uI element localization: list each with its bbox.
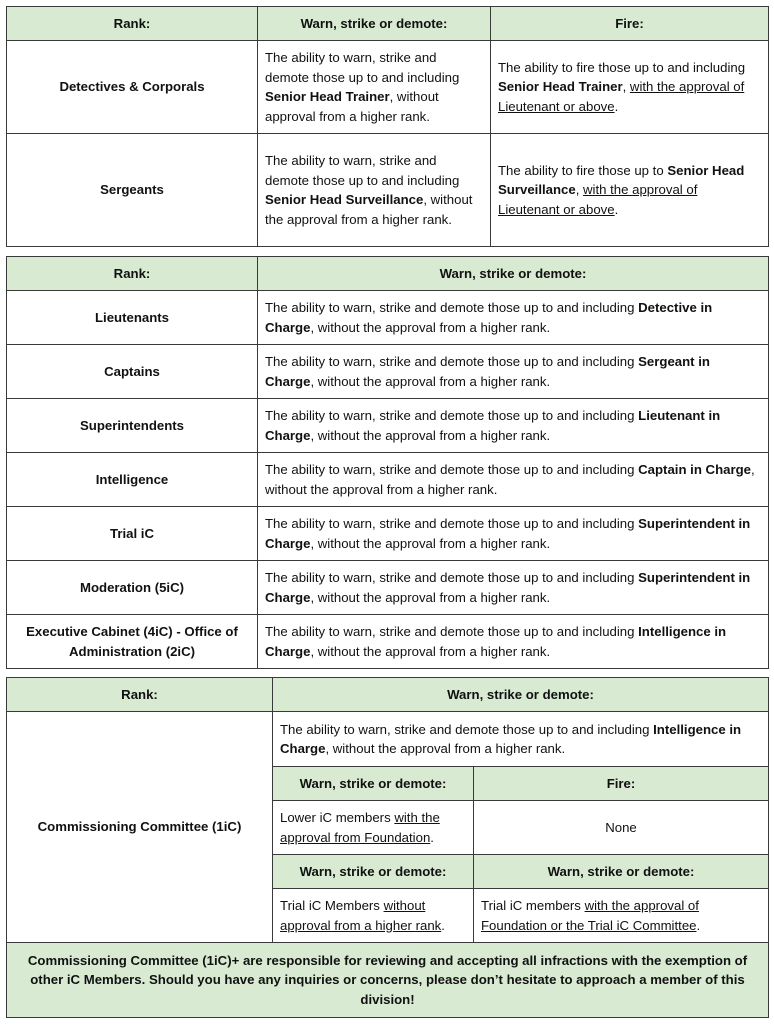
- rank-header: Rank:: [7, 257, 258, 291]
- rank-header: Rank:: [7, 7, 258, 41]
- table-row: [7, 615, 769, 669]
- table-row: [7, 291, 769, 345]
- lower-ic-warn-cell: Lower iC members with the approval from Foundation.: [273, 801, 474, 855]
- table-row: [7, 507, 769, 561]
- sub-warn-header: Warn, strike or demote:: [273, 855, 474, 889]
- rank-header: Rank:: [7, 678, 273, 712]
- warn-cell: The ability to warn, strike and demote those up to and including Detective in Charge, without the approval from a higher rank.: [258, 291, 769, 345]
- sub-fire-header: Fire:: [474, 767, 769, 801]
- rank-cell: Sergeants: [7, 134, 258, 247]
- sub-warn-header: Warn, strike or demote:: [273, 767, 474, 801]
- table-row: [7, 561, 769, 615]
- rank-cell: Detectives & Corporals: [7, 41, 258, 134]
- rank-cell: Captains: [7, 345, 258, 399]
- rank-cell: Lieutenants: [7, 291, 258, 345]
- rank-cell: Executive Cabinet (4iC) - Office of Administration (2iC): [7, 615, 258, 669]
- warn-header: Warn, strike or demote:: [258, 257, 769, 291]
- warn-cell: The ability to warn, strike and demote those up to and including Intelligence in Charge, without the approval from a higher rank.: [258, 615, 769, 669]
- table-row: [7, 453, 769, 507]
- fire-cell: The ability to fire those up to and including Senior Head Trainer, with the approval of Lieutenant or above.: [491, 41, 769, 134]
- warn-cell: The ability to warn, strike and demote those up to and including Lieutenant in Charge, without the approval from a higher rank.: [258, 399, 769, 453]
- warn-header: Warn, strike or demote:: [258, 7, 491, 41]
- table-row: [7, 41, 769, 134]
- warn-permissions-table: [6, 256, 769, 669]
- intro-cell: The ability to warn, strike and demote those up to and including Intelligence in Charge, without the approval from a higher rank.: [273, 712, 769, 767]
- rank-cell: Trial iC: [7, 507, 258, 561]
- warn-cell: The ability to warn, strike and demote those up to and including Senior Head Surveillance, without the approval from a higher rank.: [258, 134, 491, 247]
- trial-ic-warn-cell: Trial iC Members without approval from a higher rank.: [273, 889, 474, 943]
- table-row: [7, 399, 769, 453]
- rank-cell: Moderation (5iC): [7, 561, 258, 615]
- footer-note: Commissioning Committee (1iC)+ are responsible for reviewing and accepting all infractions with the exemption of other iC Members. Should you have any inquiries or concerns, please don’t hesitate to approach a member of this division!: [7, 943, 769, 1018]
- warn-cell: The ability to warn, strike and demote those up to and including Senior Head Trainer, without approval from a higher rank.: [258, 41, 491, 134]
- warn-cell: The ability to warn, strike and demote those up to and including Captain in Charge, without the approval from a higher rank.: [258, 453, 769, 507]
- rank-cell: Intelligence: [7, 453, 258, 507]
- sub-warn-header: Warn, strike or demote:: [474, 855, 769, 889]
- table-row: [7, 345, 769, 399]
- fire-header: Fire:: [491, 7, 769, 41]
- warn-cell: The ability to warn, strike and demote those up to and including Superintendent in Charge, without the approval from a higher rank.: [258, 561, 769, 615]
- rank-cell: Superintendents: [7, 399, 258, 453]
- commissioning-committee-table: [6, 677, 769, 1018]
- rank-cell: Commissioning Committee (1iC): [7, 712, 273, 943]
- table-row: [7, 134, 769, 247]
- warn-header: Warn, strike or demote:: [273, 678, 769, 712]
- warn-cell: The ability to warn, strike and demote those up to and including Sergeant in Charge, without the approval from a higher rank.: [258, 345, 769, 399]
- lower-ic-fire-cell: None: [474, 801, 769, 855]
- fire-cell: The ability to fire those up to Senior Head Surveillance, with the approval of Lieutenant or above.: [491, 134, 769, 247]
- fire-permissions-table: [6, 6, 769, 247]
- trial-ic-approval-cell: Trial iC members with the approval of Foundation or the Trial iC Committee.: [474, 889, 769, 943]
- warn-cell: The ability to warn, strike and demote those up to and including Superintendent in Charge, without the approval from a higher rank.: [258, 507, 769, 561]
